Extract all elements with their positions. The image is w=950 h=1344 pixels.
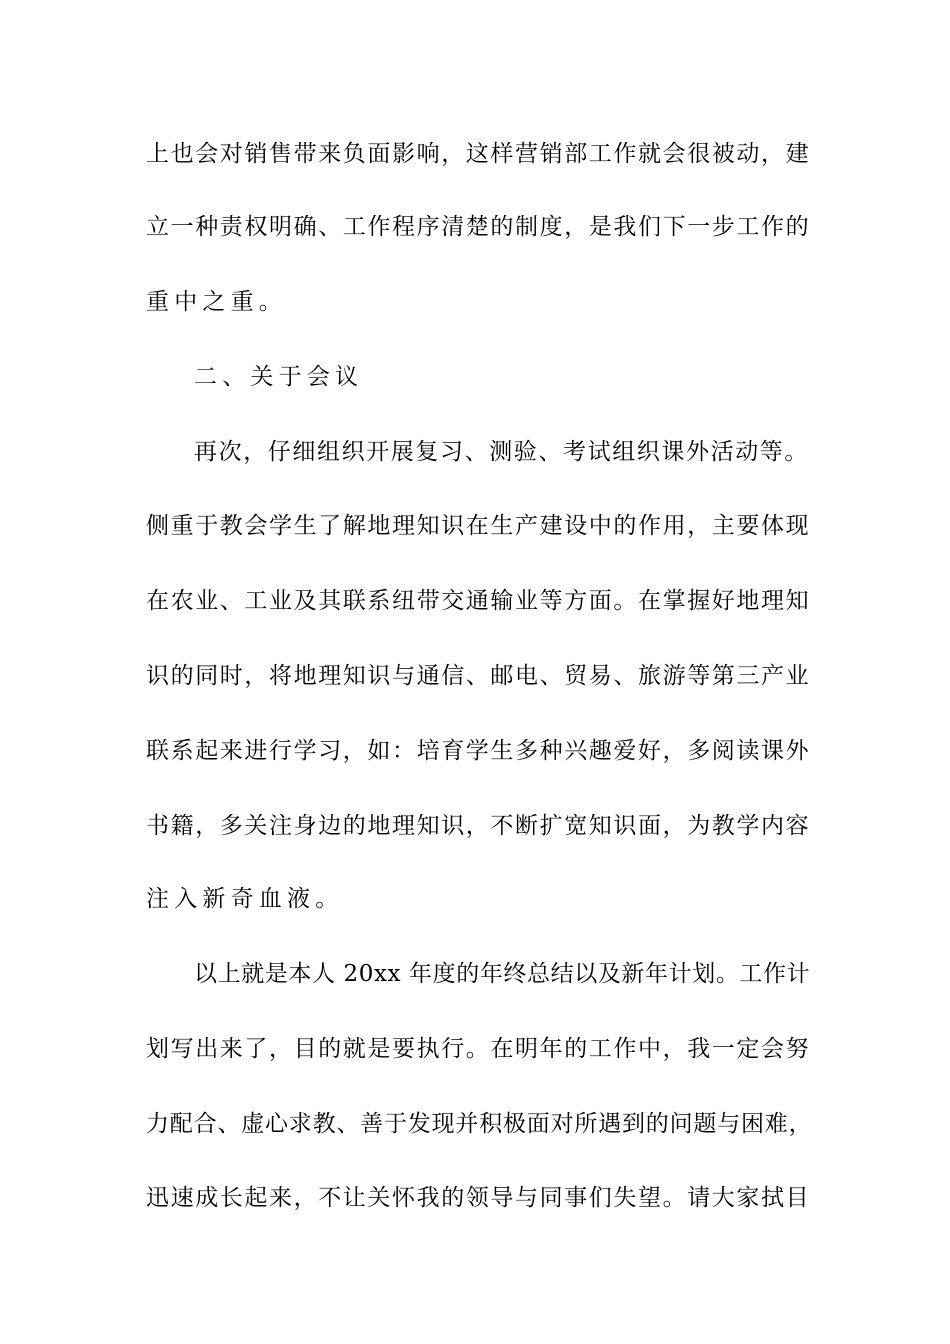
text-line: 侧重于教会学生了解地理知识在生产建设中的作用，主要体现 (146, 513, 811, 539)
text-line: 再次，仔细组织开展复习、测验、考试组织课外活动等。 (194, 439, 809, 465)
text-line: 迅速成长起来，不让关怀我的领导与同事们失望。请大家拭目 (146, 1185, 811, 1211)
text-line: 以上就是本人 20xx 年度的年终总结以及新年计划。工作计 (194, 961, 811, 987)
text-line: 立一种责权明确、工作程序清楚的制度，是我们下一步工作的 (146, 214, 811, 240)
text-line: 在农业、工业及其联系纽带交通输业等方面。在掌握好地理知 (146, 588, 811, 614)
text-line: 上也会对销售带来负面影响，这样营销部工作就会很被动，建 (146, 141, 811, 167)
text-line: 划写出来了，目的就是要执行。在明年的工作中，我一定会努 (146, 1036, 811, 1062)
text-line: 识的同时，将地理知识与通信、邮电、贸易、旅游等第三产业 (146, 663, 811, 689)
text-line: 力配合、虚心求教、善于发现并积极面对所遇到的问题与困难， (146, 1111, 813, 1137)
text-line: 重中之重。 (146, 289, 287, 315)
text-line: 联系起来进行学习，如：培育学生多种兴趣爱好，多阅读课外 (146, 738, 811, 764)
text-line: 书籍，多关注身边的地理知识，不断扩宽知识面，为教学内容 (146, 813, 811, 839)
section-heading: 二、关于会议 (194, 364, 364, 390)
text-line: 注入新奇血液。 (146, 886, 344, 912)
